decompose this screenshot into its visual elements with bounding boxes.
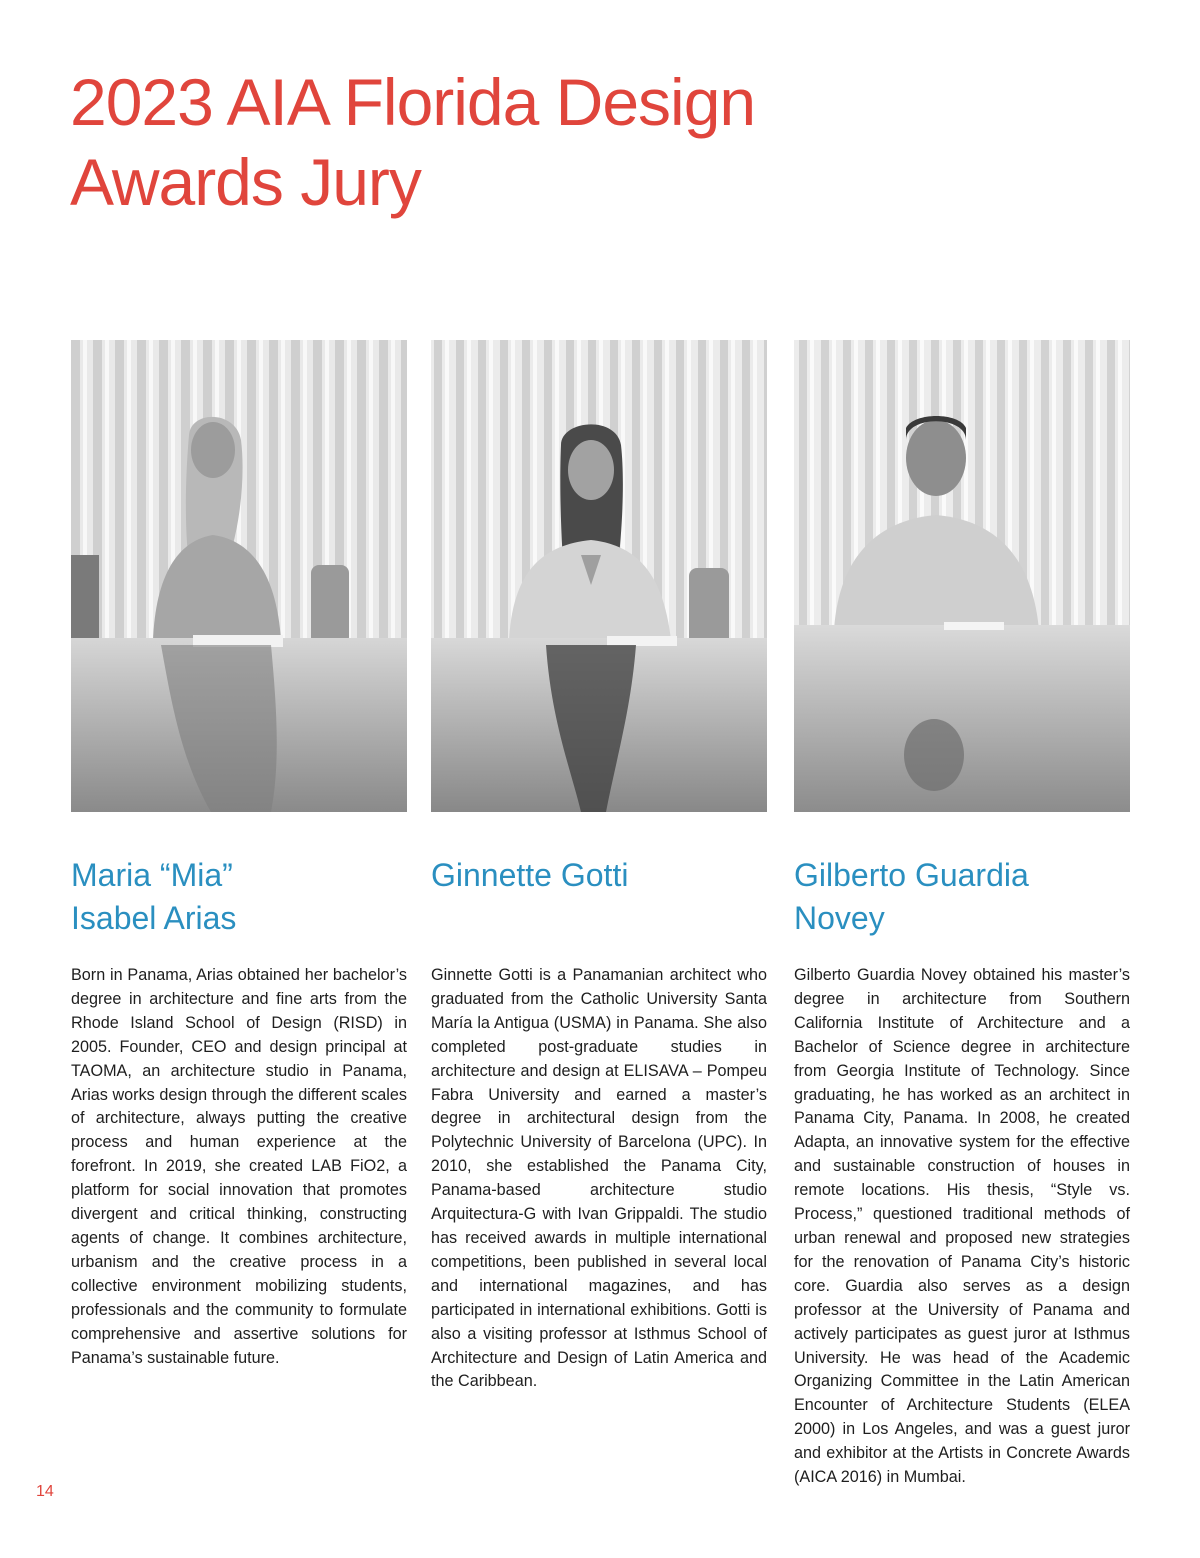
title-line-2: Awards Jury [70, 145, 421, 219]
juror-photo-gotti [431, 340, 767, 812]
juror-photo-arias [71, 340, 407, 812]
juror-bio: Gilberto Guardia Novey obtained his master’s degree in architecture from Southern California Institute of Architecture and a Bachelor of Science degree in architecture from Georgia Institute of Technology. Since graduating, he has worked as an architect in Panama City, Panama. In 2008, he created Adapta, an innovative system for the effective and sustainable construction of houses in remote locations. His thesis, “Style vs. Process,” questioned traditional methods of urban renewal and proposed new strategies for the renovation of Panama City’s historic core. Guardia also serves as a design professor at the University of Panama and actively participates as guest juror at Isthmus University. He was head of the Academic Organizing Committee in the Latin American Encounter of Architecture Students (ELEA 2000) in Los Angeles, and was a guest juror and exhibitor at the Artists in Concrete Awards (AICA 2016) in Mumbai. [794, 966, 1130, 1487]
juror-card-arias [71, 340, 407, 1370]
juror-card-guardia [794, 340, 1130, 1490]
title-line-1: 2023 AIA Florida Design [70, 65, 756, 139]
juror-name: Maria “Mia” Isabel Arias [71, 857, 237, 936]
page-title [70, 62, 970, 222]
juror-bio: Ginnette Gotti is a Panamanian architect who graduated from the Catholic University Santa María la Antigua (USMA) in Panama. She also completed post-graduate studies in architecture and design at ELISAVA – Pompeu Fabra University and earned a master’s degree in architectural design from the Polytechnic University of Barcelona (UPC). In 2010, she established the Panama City, Panama-based architecture studio Arquitectura-G with Ivan Grippaldi. The studio has received awards in multiple international competitions, been published in several local and international magazines, and has participated in international exhibitions. Gotti is also a visiting professor at Isthmus School of Architecture and Design of Latin America and the Caribbean. [431, 966, 767, 1391]
page-number: 14 [36, 1483, 54, 1500]
juror-photo-guardia [794, 340, 1130, 812]
juror-card-gotti [431, 340, 767, 1394]
juror-name: Gilberto Guardia Novey [794, 857, 1029, 936]
juror-name: Ginnette Gotti [431, 857, 629, 893]
juror-bio: Born in Panama, Arias obtained her bachelor’s degree in architecture and fine arts from the Rhode Island School of Design (RISD) in 2005. Founder, CEO and design principal at TAOMA, an architecture studio in Panama, Arias works design through the different scales of architecture, always putting the creative process and human experience at the forefront. In 2019, she created LAB FiO2, a platform for social innovation that promotes divergent and critical thinking, constructing agents of change. It combines architecture, urbanism and the creative process in a collective environment mobilizing students, professionals and the community to formulate comprehensive and assertive solutions for Panama’s sustainable future. [71, 966, 407, 1367]
